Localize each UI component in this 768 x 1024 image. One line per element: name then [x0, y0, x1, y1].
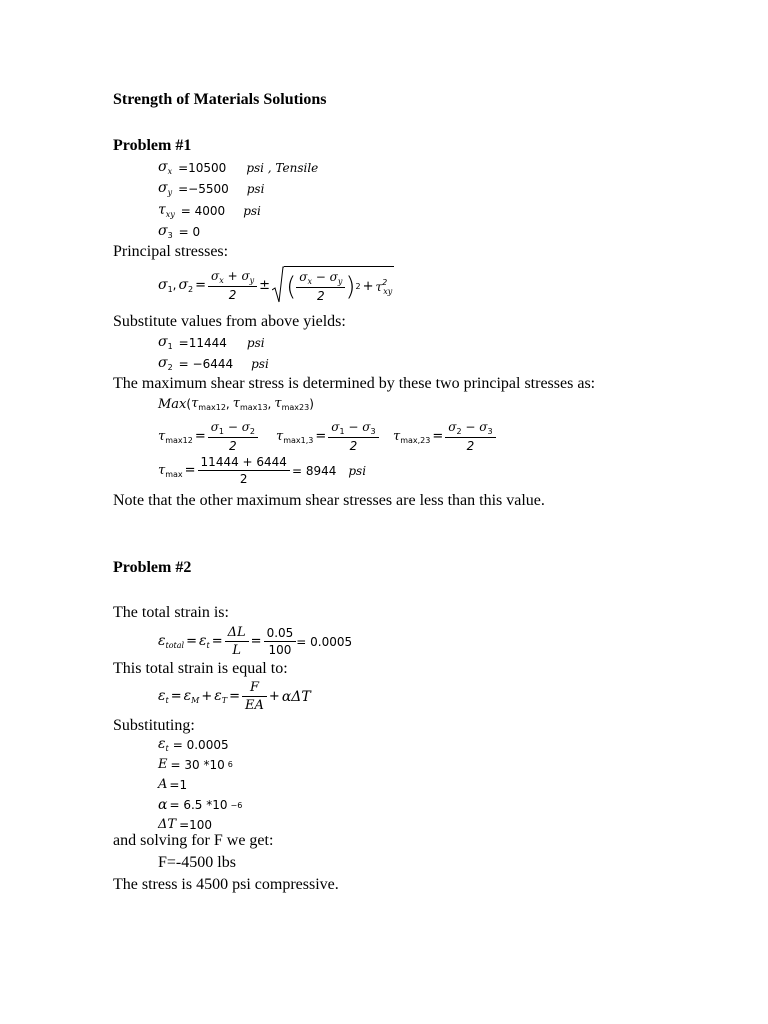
stress-conclusion: The stress is 4500 psi compressive.	[113, 876, 339, 893]
total-strain-text: The total strain is:	[113, 604, 229, 621]
sigma-x-value: =10500	[178, 160, 227, 175]
tau-xy-value: = 4000	[180, 203, 226, 218]
tau-max-denominator: 2	[239, 472, 248, 486]
sqrt-sign-icon	[272, 266, 284, 304]
epsilon-t-line: $\varepsilon_t$ = 0.0005	[158, 736, 229, 753]
total-strain-formula: $\varepsilon_{total}$ = $\varepsilon_t$ = $\frac{\Delta L}{L}$ = $\frac{0.05}{100}$ = 0.0005	[158, 625, 353, 658]
problem-1-heading: Problem #1	[113, 137, 192, 154]
max-function-line: Max ( $\tau_{max12}$ , $\tau_{max13}$ , $\tau_{max23}$ )	[158, 396, 314, 412]
sigma-y-unit: psi	[246, 181, 265, 196]
sigma-x-unit: psi , Tensile	[246, 160, 319, 175]
e-modulus-line: E = 30 *10 6	[158, 757, 233, 772]
length-value: 100	[268, 643, 292, 657]
sigma-1-line: $\sigma_1$ =11444 psi	[158, 334, 265, 351]
force-result: F=-4500 lbs	[158, 854, 236, 871]
solving-text: and solving for F we get:	[113, 832, 274, 849]
alpha-value: = 6.5 *10	[169, 798, 228, 812]
delta-l-value: 0.05	[264, 626, 297, 642]
problem-2-heading: Problem #2	[113, 559, 192, 576]
delta-t-line: ΔT =100	[158, 817, 213, 832]
tau-max-unit: psi	[348, 463, 367, 478]
sigma-2-unit: psi	[251, 356, 269, 371]
e-modulus-exponent: 6	[227, 760, 233, 769]
substitute-text: Substitute values from above yields:	[113, 313, 346, 330]
strain-result: = 0.0005	[296, 634, 353, 649]
principal-stresses-label: Principal stresses:	[113, 243, 229, 260]
sigma-1-value: =11444	[178, 335, 227, 350]
tau-max-23-formula: $\tau_{max,23}$ = $\frac{\sigma_2 - \sigma_3}{2}$	[393, 420, 496, 453]
delta-t-value: =100	[179, 817, 213, 832]
alpha-line: α = 6.5 *10 −6	[158, 797, 243, 813]
tau-xy-unit: psi	[243, 203, 261, 218]
sigma-y-line: $\sigma_y$ =−5500 psi	[158, 180, 265, 197]
sigma-1-unit: psi	[246, 335, 265, 350]
document-title: Strength of Materials Solutions	[113, 91, 327, 108]
tau-xy-line: $\tau_{xy}$ = 4000 psi	[158, 202, 261, 219]
alpha-exponent: −6	[230, 800, 243, 810]
tau-max-13-formula: $\tau_{max1,3}$ = $\frac{\sigma_1 - \sigma_3}{2}$	[276, 420, 379, 453]
sigma-2-line: $\sigma_2$ = −6444 psi	[158, 355, 269, 372]
epsilon-t-value: = 0.0005	[172, 737, 229, 752]
sigma-3-line: $\sigma_3$ = 0	[158, 223, 201, 240]
principal-stress-formula: $\sigma_1$ , $\sigma_2$ = $\frac{\sigma_x + \sigma_y}{2}$ ± ( $\frac{\sigma_x - \sigma_y}{2}$ ) 2 + $\tau^2_{xy}$	[158, 266, 394, 304]
note-text: Note that the other maximum shear stresses are less than this value.	[113, 492, 545, 509]
equal-to-text: This total strain is equal to:	[113, 660, 288, 677]
sigma-3-value: = 0	[178, 224, 201, 239]
strain-components-formula: $\varepsilon_t$ = $\varepsilon_M$ + $\varepsilon_T$ = $\frac{F}{EA}$ + αΔT	[158, 680, 311, 713]
tau-max-numerator: 11444 + 6444	[198, 455, 290, 471]
area-value: =1	[169, 777, 188, 792]
tau-max-result: = 8944	[291, 463, 337, 478]
max-shear-text: The maximum shear stress is determined by these two principal stresses as:	[113, 375, 596, 392]
sigma-2-value: = −6444	[178, 356, 234, 371]
tau-max-12-formula: $\tau_{max12}$ = $\frac{\sigma_1 - \sigma_2}{2}$	[158, 420, 258, 453]
substituting-text: Substituting:	[113, 717, 195, 734]
sigma-y-value: =−5500	[178, 181, 229, 196]
tau-max-result-formula: $\tau_{max}$ = $\frac{11444 + 6444}{2}$ = 8944 psi	[158, 455, 367, 486]
area-line: A =1	[158, 777, 188, 792]
sigma-x-line: $\sigma_x$ =10500 psi , Tensile	[158, 159, 319, 176]
e-modulus-value: = 30 *10	[170, 757, 225, 772]
